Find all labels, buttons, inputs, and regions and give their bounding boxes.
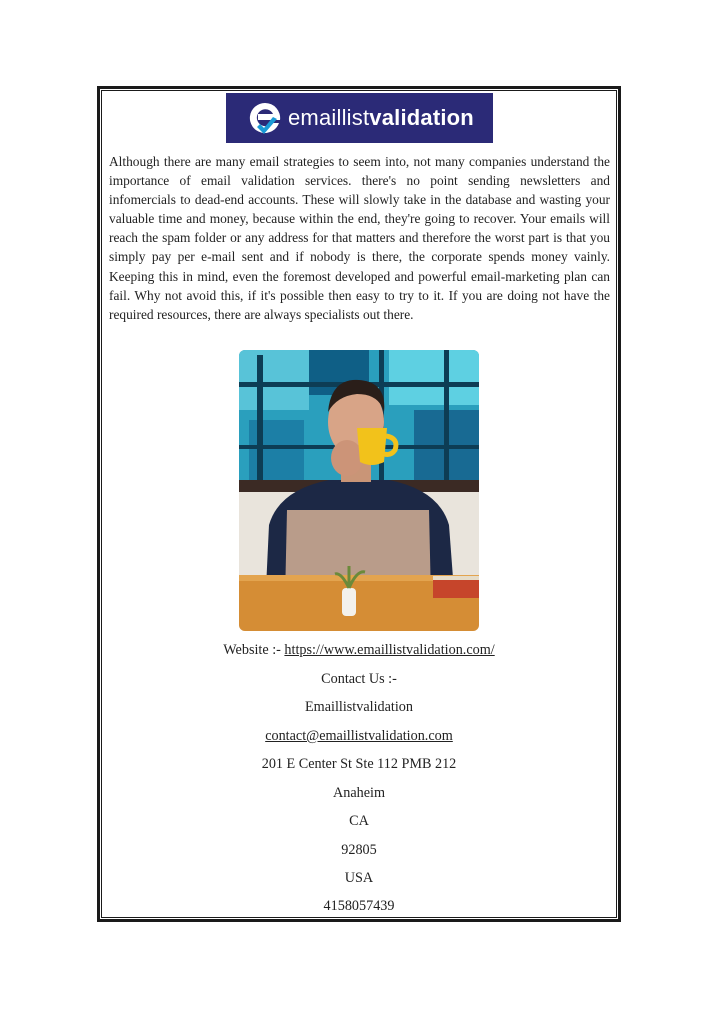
logo-wordmark-regular: emaillist <box>288 105 370 130</box>
email-line <box>101 728 617 745</box>
street-address: 201 E Center St Ste 112 PMB 212 <box>261 756 457 772</box>
country: USA <box>344 870 374 886</box>
zip-code: 92805 <box>341 842 377 858</box>
article-paragraph: Although there are many email strategies to seem into, not many companies understand the importance of email validation services. there's no point sending newsletters and infomercials to dead-end accounts. These will slowly take in the database and wasting your valuable time and money, because within the end, they're going to recover. Your emails will reach the spam folder or any address for that matters and therefore the worst part is that you simply pay per e-mail sent and if nobody is there, the corporate spends money vainly. Keeping this in mind, even the foremost developed and powerful email-marketing plan can fail. Why not avoid this, if it's possible then easy to try to it. If you are doing not have the required resources, there are always specialists out there. <box>109 154 610 322</box>
contact-label: Contact Us :- <box>321 671 397 687</box>
logo-wordmark <box>288 105 474 131</box>
email-link[interactable]: contact@emaillistvalidation.com <box>265 728 453 744</box>
website-link[interactable]: https://www.emaillistvalidation.com/ <box>284 642 495 658</box>
state: CA <box>349 813 369 829</box>
phone-number: 4158057439 <box>323 898 395 914</box>
hero-photo-man-drinking-coffee <box>239 350 479 631</box>
logo-wordmark-bold: validation <box>369 105 474 130</box>
website-label: Website :- <box>223 642 285 658</box>
city: Anaheim <box>332 785 385 801</box>
company-name: Emaillistvalidation <box>305 699 413 715</box>
envelope-check-logo-icon <box>244 97 286 139</box>
brand-logo <box>226 93 493 143</box>
website-line <box>101 642 617 659</box>
